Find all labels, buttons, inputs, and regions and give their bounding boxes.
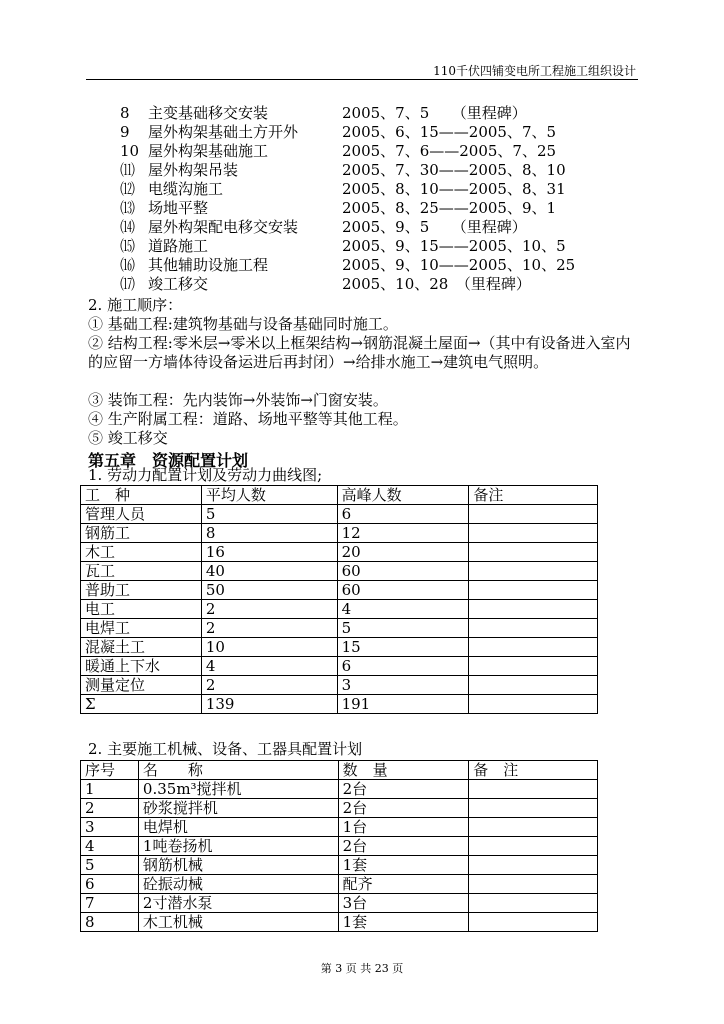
table-cell	[469, 600, 598, 619]
table-cell: 6	[337, 657, 469, 676]
schedule-num: ⒀	[120, 199, 136, 217]
table-row	[81, 676, 598, 695]
sequence-item-4: ④ 生产附属工程：道路、场地平整等其他工程。	[88, 410, 408, 428]
schedule-task: 竣工移交	[148, 275, 209, 293]
table-cell: 60	[337, 581, 469, 600]
table-cell: 电焊机	[138, 818, 338, 837]
page-header-title: 110千伏四铺变电所工程施工组织设计	[433, 64, 636, 78]
machinery-heading: 2. 主要施工机械、设备、工器具配置计划	[88, 740, 363, 758]
table-row	[81, 505, 598, 524]
page-footer: 第 3 页 共 23 页	[320, 962, 404, 975]
table-cell: 1	[81, 780, 139, 799]
table-cell	[469, 856, 598, 875]
table-cell: 2	[201, 600, 337, 619]
table-cell: 2	[201, 619, 337, 638]
column-header: 序号	[81, 761, 139, 780]
table-cell	[469, 875, 598, 894]
table-cell: 8	[201, 524, 337, 543]
table-row	[81, 780, 598, 799]
schedule-num: 8	[120, 104, 130, 122]
table-cell	[469, 837, 598, 856]
table-cell: 木工机械	[138, 913, 338, 932]
sequence-item-2: ② 结构工程:零米层→零米以上框架结构→钢筋混凝土屋面→（其中有设备进入室内的应留一方墙体待设备运进后再封闭）→给排水施工→建筑电气照明。	[88, 334, 631, 371]
table-cell: 4	[81, 837, 139, 856]
table-cell: 191	[337, 695, 469, 714]
schedule-num: ⑾	[120, 161, 136, 179]
table-row	[81, 562, 598, 581]
table-cell: 瓦工	[81, 562, 202, 581]
table-cell: 普助工	[81, 581, 202, 600]
schedule-task: 屋外构架基础土方开外	[148, 123, 299, 141]
schedule-num: ⒃	[120, 256, 136, 274]
table-header-row	[81, 761, 598, 780]
table-cell: 钢筋机械	[138, 856, 338, 875]
table-row	[81, 894, 598, 913]
table-cell	[469, 581, 598, 600]
table-cell: 木工	[81, 543, 202, 562]
table-cell: Σ	[81, 695, 202, 714]
chapter-title: 第五章 资源配置计划	[88, 451, 249, 470]
column-header: 工 种	[81, 486, 202, 505]
sequence-heading: 2. 施工顺序：	[88, 296, 183, 314]
table-cell: 电焊工	[81, 619, 202, 638]
table-cell	[469, 818, 598, 837]
schedule-date: 2005、7、6——2005、7、25	[342, 142, 557, 160]
table-cell: 2寸潜水泵	[138, 894, 338, 913]
table-cell: 16	[201, 543, 337, 562]
schedule-date: 2005、9、10——2005、10、25	[342, 256, 576, 274]
sequence-item-3: ③ 装饰工程：先内装饰→外装饰→门窗安装。	[88, 391, 388, 409]
table-cell: 4	[337, 600, 469, 619]
table-row	[81, 837, 598, 856]
table-row	[81, 657, 598, 676]
table-cell: 混凝土工	[81, 638, 202, 657]
labor-table	[80, 485, 598, 714]
table-cell: 139	[201, 695, 337, 714]
schedule-num: ⒁	[120, 218, 136, 236]
schedule-date: 2005、9、5 （里程碑）	[342, 218, 527, 236]
column-header: 名 称	[138, 761, 338, 780]
table-row	[81, 581, 598, 600]
table-cell: 1吨卷扬机	[138, 837, 338, 856]
schedule-date: 2005、10、28 （里程碑）	[342, 275, 531, 293]
sequence-item-5: ⑤ 竣工移交	[88, 429, 168, 447]
schedule-task: 屋外构架吊装	[148, 161, 239, 179]
table-cell	[469, 562, 598, 581]
table-row	[81, 799, 598, 818]
table-cell: 7	[81, 894, 139, 913]
table-row	[81, 543, 598, 562]
machinery-table	[80, 760, 598, 932]
table-cell: 暖通上下水	[81, 657, 202, 676]
table-cell	[469, 524, 598, 543]
table-cell: 5	[337, 619, 469, 638]
table-cell: 4	[201, 657, 337, 676]
table-cell	[469, 619, 598, 638]
table-cell	[469, 799, 598, 818]
table-row	[81, 913, 598, 932]
table-cell	[469, 657, 598, 676]
column-header: 平均人数	[201, 486, 337, 505]
table-cell: 1套	[338, 856, 469, 875]
table-cell: 6	[81, 875, 139, 894]
table-cell: 5	[81, 856, 139, 875]
table-cell: 管理人员	[81, 505, 202, 524]
schedule-date: 2005、6、15——2005、7、5	[342, 123, 557, 141]
table-cell: 1套	[338, 913, 469, 932]
table-cell: 电工	[81, 600, 202, 619]
sequence-item-1: ① 基础工程:建筑物基础与设备基础同时施工。	[88, 315, 398, 333]
column-header: 高峰人数	[337, 486, 469, 505]
table-cell: 钢筋工	[81, 524, 202, 543]
schedule-date: 2005、7、5 （里程碑）	[342, 104, 527, 122]
table-row	[81, 524, 598, 543]
table-row	[81, 638, 598, 657]
table-row	[81, 875, 598, 894]
table-cell	[469, 543, 598, 562]
table-cell: 50	[201, 581, 337, 600]
table-cell: 5	[201, 505, 337, 524]
table-cell: 15	[337, 638, 469, 657]
table-row	[81, 619, 598, 638]
table-cell	[469, 676, 598, 695]
table-cell: 2台	[338, 799, 469, 818]
table-cell	[469, 505, 598, 524]
table-row	[81, 600, 598, 619]
table-cell: 10	[201, 638, 337, 657]
table-cell: 40	[201, 562, 337, 581]
table-cell: 3	[81, 818, 139, 837]
table-cell: 1台	[338, 818, 469, 837]
table-cell: 配齐	[338, 875, 469, 894]
table-cell: 砼振动械	[138, 875, 338, 894]
table-cell: 砂浆搅拌机	[138, 799, 338, 818]
schedule-date: 2005、9、15——2005、10、5	[342, 237, 566, 255]
schedule-num: ⑿	[120, 180, 136, 198]
schedule-num: ⒄	[120, 275, 136, 293]
table-cell: 2	[81, 799, 139, 818]
table-cell: 0.35m³搅拌机	[138, 780, 338, 799]
labor-heading: 1. 劳动力配置计划及劳动力曲线图;	[88, 466, 323, 484]
table-cell: 2台	[338, 837, 469, 856]
table-cell: 3台	[338, 894, 469, 913]
table-cell: 20	[337, 543, 469, 562]
schedule-date: 2005、7、30——2005、8、10	[342, 161, 566, 179]
schedule-date: 2005、8、25——2005、9、1	[342, 199, 557, 217]
table-cell	[469, 780, 598, 799]
column-header: 数 量	[338, 761, 469, 780]
table-cell: 2台	[338, 780, 469, 799]
schedule-task: 屋外构架基础施工	[148, 142, 269, 160]
table-header-row	[81, 486, 598, 505]
table-row	[81, 856, 598, 875]
table-cell	[469, 913, 598, 932]
table-cell: 测量定位	[81, 676, 202, 695]
table-cell	[469, 695, 598, 714]
table-row	[81, 695, 598, 714]
table-cell: 6	[337, 505, 469, 524]
column-header: 备注	[469, 486, 598, 505]
schedule-num: 9	[120, 123, 130, 141]
column-header: 备 注	[469, 761, 598, 780]
table-cell: 3	[337, 676, 469, 695]
schedule-task: 道路施工	[148, 237, 209, 255]
schedule-date: 2005、8、10——2005、8、31	[342, 180, 566, 198]
table-cell: 2	[201, 676, 337, 695]
schedule-task: 主变基础移交安装	[148, 104, 269, 122]
table-cell	[469, 638, 598, 657]
table-cell: 8	[81, 913, 139, 932]
schedule-num: ⒂	[120, 237, 136, 255]
table-row	[81, 818, 598, 837]
table-cell: 12	[337, 524, 469, 543]
schedule-task: 其他辅助设施工程	[148, 256, 269, 274]
header-divider	[86, 79, 638, 80]
table-cell: 60	[337, 562, 469, 581]
table-cell	[469, 894, 598, 913]
schedule-num: 10	[120, 142, 140, 160]
schedule-task: 电缆沟施工	[148, 180, 224, 198]
schedule-task: 场地平整	[148, 199, 209, 217]
schedule-task: 屋外构架配电移交安装	[148, 218, 299, 236]
